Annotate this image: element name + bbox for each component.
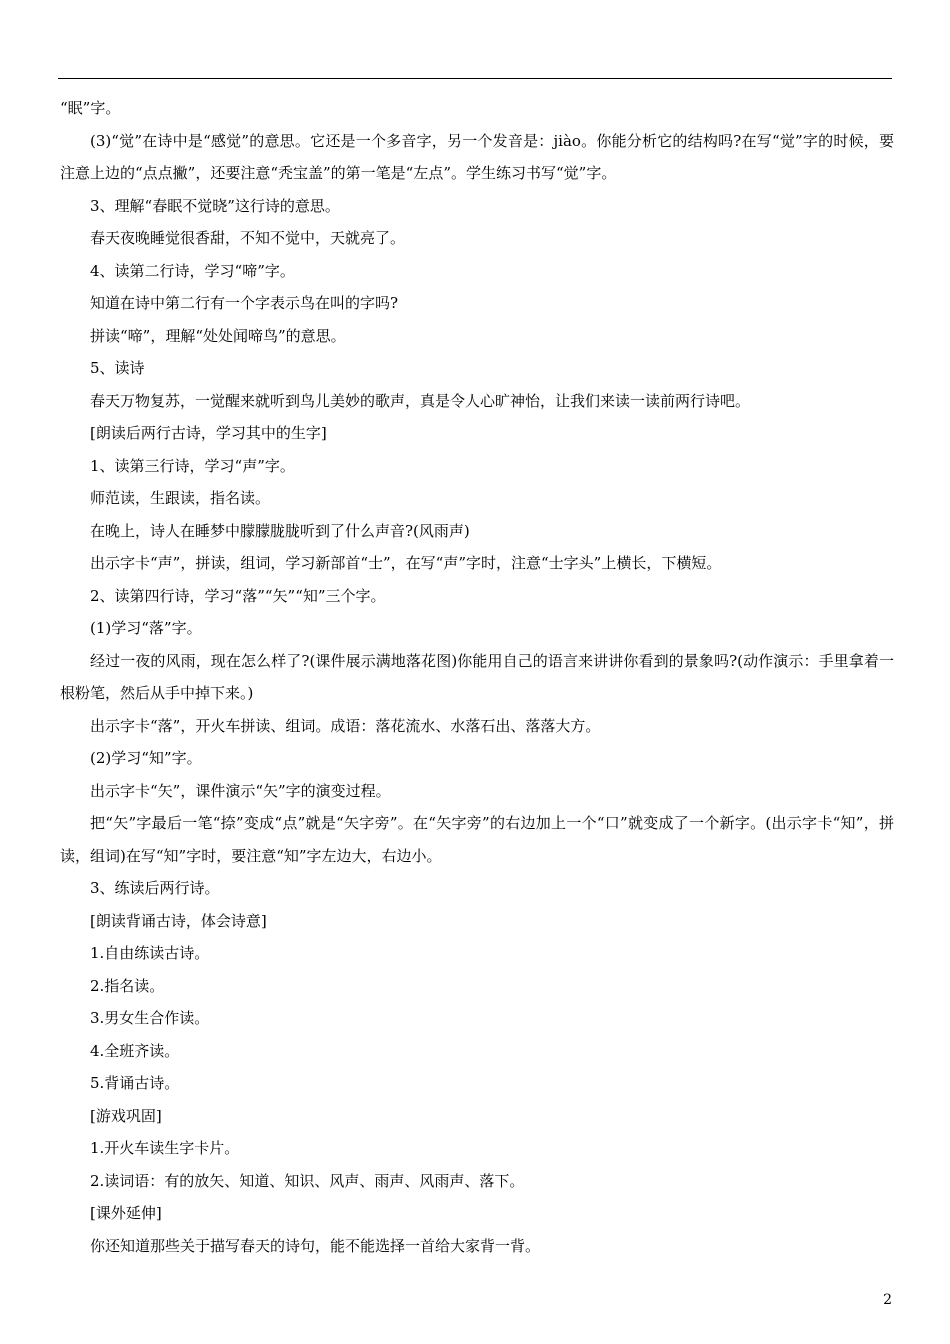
paragraph: 2.读词语：有的放矢、知道、知识、风声、雨声、风雨声、落下。	[90, 1171, 525, 1190]
paragraph: 1.自由练读古诗。	[90, 944, 210, 962]
paragraph: 春天万物复苏，一觉醒来就听到鸟儿美妙的歌声，真是令人心旷神怡，让我们来读一读前两行诗吧。	[90, 391, 751, 410]
paragraph: 春天夜晚睡觉很香甜，不知不觉中，天就亮了。	[90, 229, 406, 247]
paragraph: 3、理解“春眠不觉晓”这行诗的意思。	[90, 196, 340, 215]
paragraph: 4、读第二行诗，学习“啼”字。	[90, 261, 295, 280]
paragraph: 出示字卡“落”，开火车拼读、组词。成语：落花流水、水落石出、落落大方。	[90, 716, 601, 735]
paragraph: 经过一夜的风雨，现在怎么样了?(课件展示满地落花图)你能用自己的语言来讲讲你看到的景象吗?(动作演示：手里拿着一根粉笔，然后从手中掉下来。)	[60, 651, 894, 702]
header-rule	[58, 78, 892, 79]
paragraph: 知道在诗中第二行有一个字表示鸟在叫的字吗?	[90, 294, 399, 312]
paragraph: [课外延伸]	[90, 1204, 162, 1222]
paragraph: 5、读诗	[90, 359, 145, 377]
paragraph: 你还知道那些关于描写春天的诗句，能不能选择一首给大家背一背。	[90, 1236, 541, 1255]
paragraph: 师范读，生跟读，指名读。	[90, 489, 271, 507]
paragraph: [朗读后两行古诗，学习其中的生字]	[90, 424, 327, 442]
paragraph: 出示字卡“声”，拼读，组词，学习新部首“士”，在写“声”字时，注意“士字头”上横长，下横短。	[90, 554, 722, 572]
paragraph: 在晚上，诗人在睡梦中朦朦胧胧听到了什么声音?(风雨声)	[90, 521, 470, 540]
paragraph: (1)学习“落”字。	[90, 619, 202, 637]
paragraph: 1、读第三行诗，学习“声”字。	[90, 456, 295, 475]
document-body	[60, 92, 894, 1262]
page-number: 2	[883, 1292, 892, 1308]
paragraph: 1.开火车读生字卡片。	[90, 1139, 240, 1157]
paragraph: 3、练读后两行诗。	[90, 879, 220, 897]
paragraph: 5.背诵古诗。	[90, 1074, 180, 1092]
paragraph: 2.指名读。	[90, 976, 165, 995]
paragraph: 把“矢”字最后一笔“捺”变成“点”就是“矢字旁”。在“矢字旁”的右边加上一个“口”就变成了一个新字。(出示字卡“知”，拼读，组词)在写“知”字时，要注意“知”字左边大，右边小。	[60, 814, 894, 865]
paragraph: 出示字卡“矢”，课件演示“矢”字的演变过程。	[90, 781, 391, 800]
paragraph: [游戏巩固]	[90, 1106, 162, 1125]
paragraph: 4.全班齐读。	[90, 1041, 180, 1060]
paragraph: 2、读第四行诗，学习“落”“矢”“知”三个字。	[90, 586, 386, 605]
paragraph: (3)“觉”在诗中是“感觉”的意思。它还是一个多音字，另一个发音是：jiào。你能分析它的结构吗?在写“觉”字的时候，要注意上边的“点点撇”，还要注意“秃宝盖”的第一笔是“左点”。学生练习书写“觉”字。	[60, 131, 894, 182]
paragraph: 拼读“啼”，理解“处处闻啼鸟”的意思。	[90, 326, 346, 345]
paragraph: (2)学习“知”字。	[90, 749, 202, 767]
paragraph: 3.男女生合作读。	[90, 1009, 210, 1027]
paragraph: [朗读背诵古诗，体会诗意]	[90, 911, 267, 930]
paragraph: “眠”字。	[60, 99, 121, 117]
